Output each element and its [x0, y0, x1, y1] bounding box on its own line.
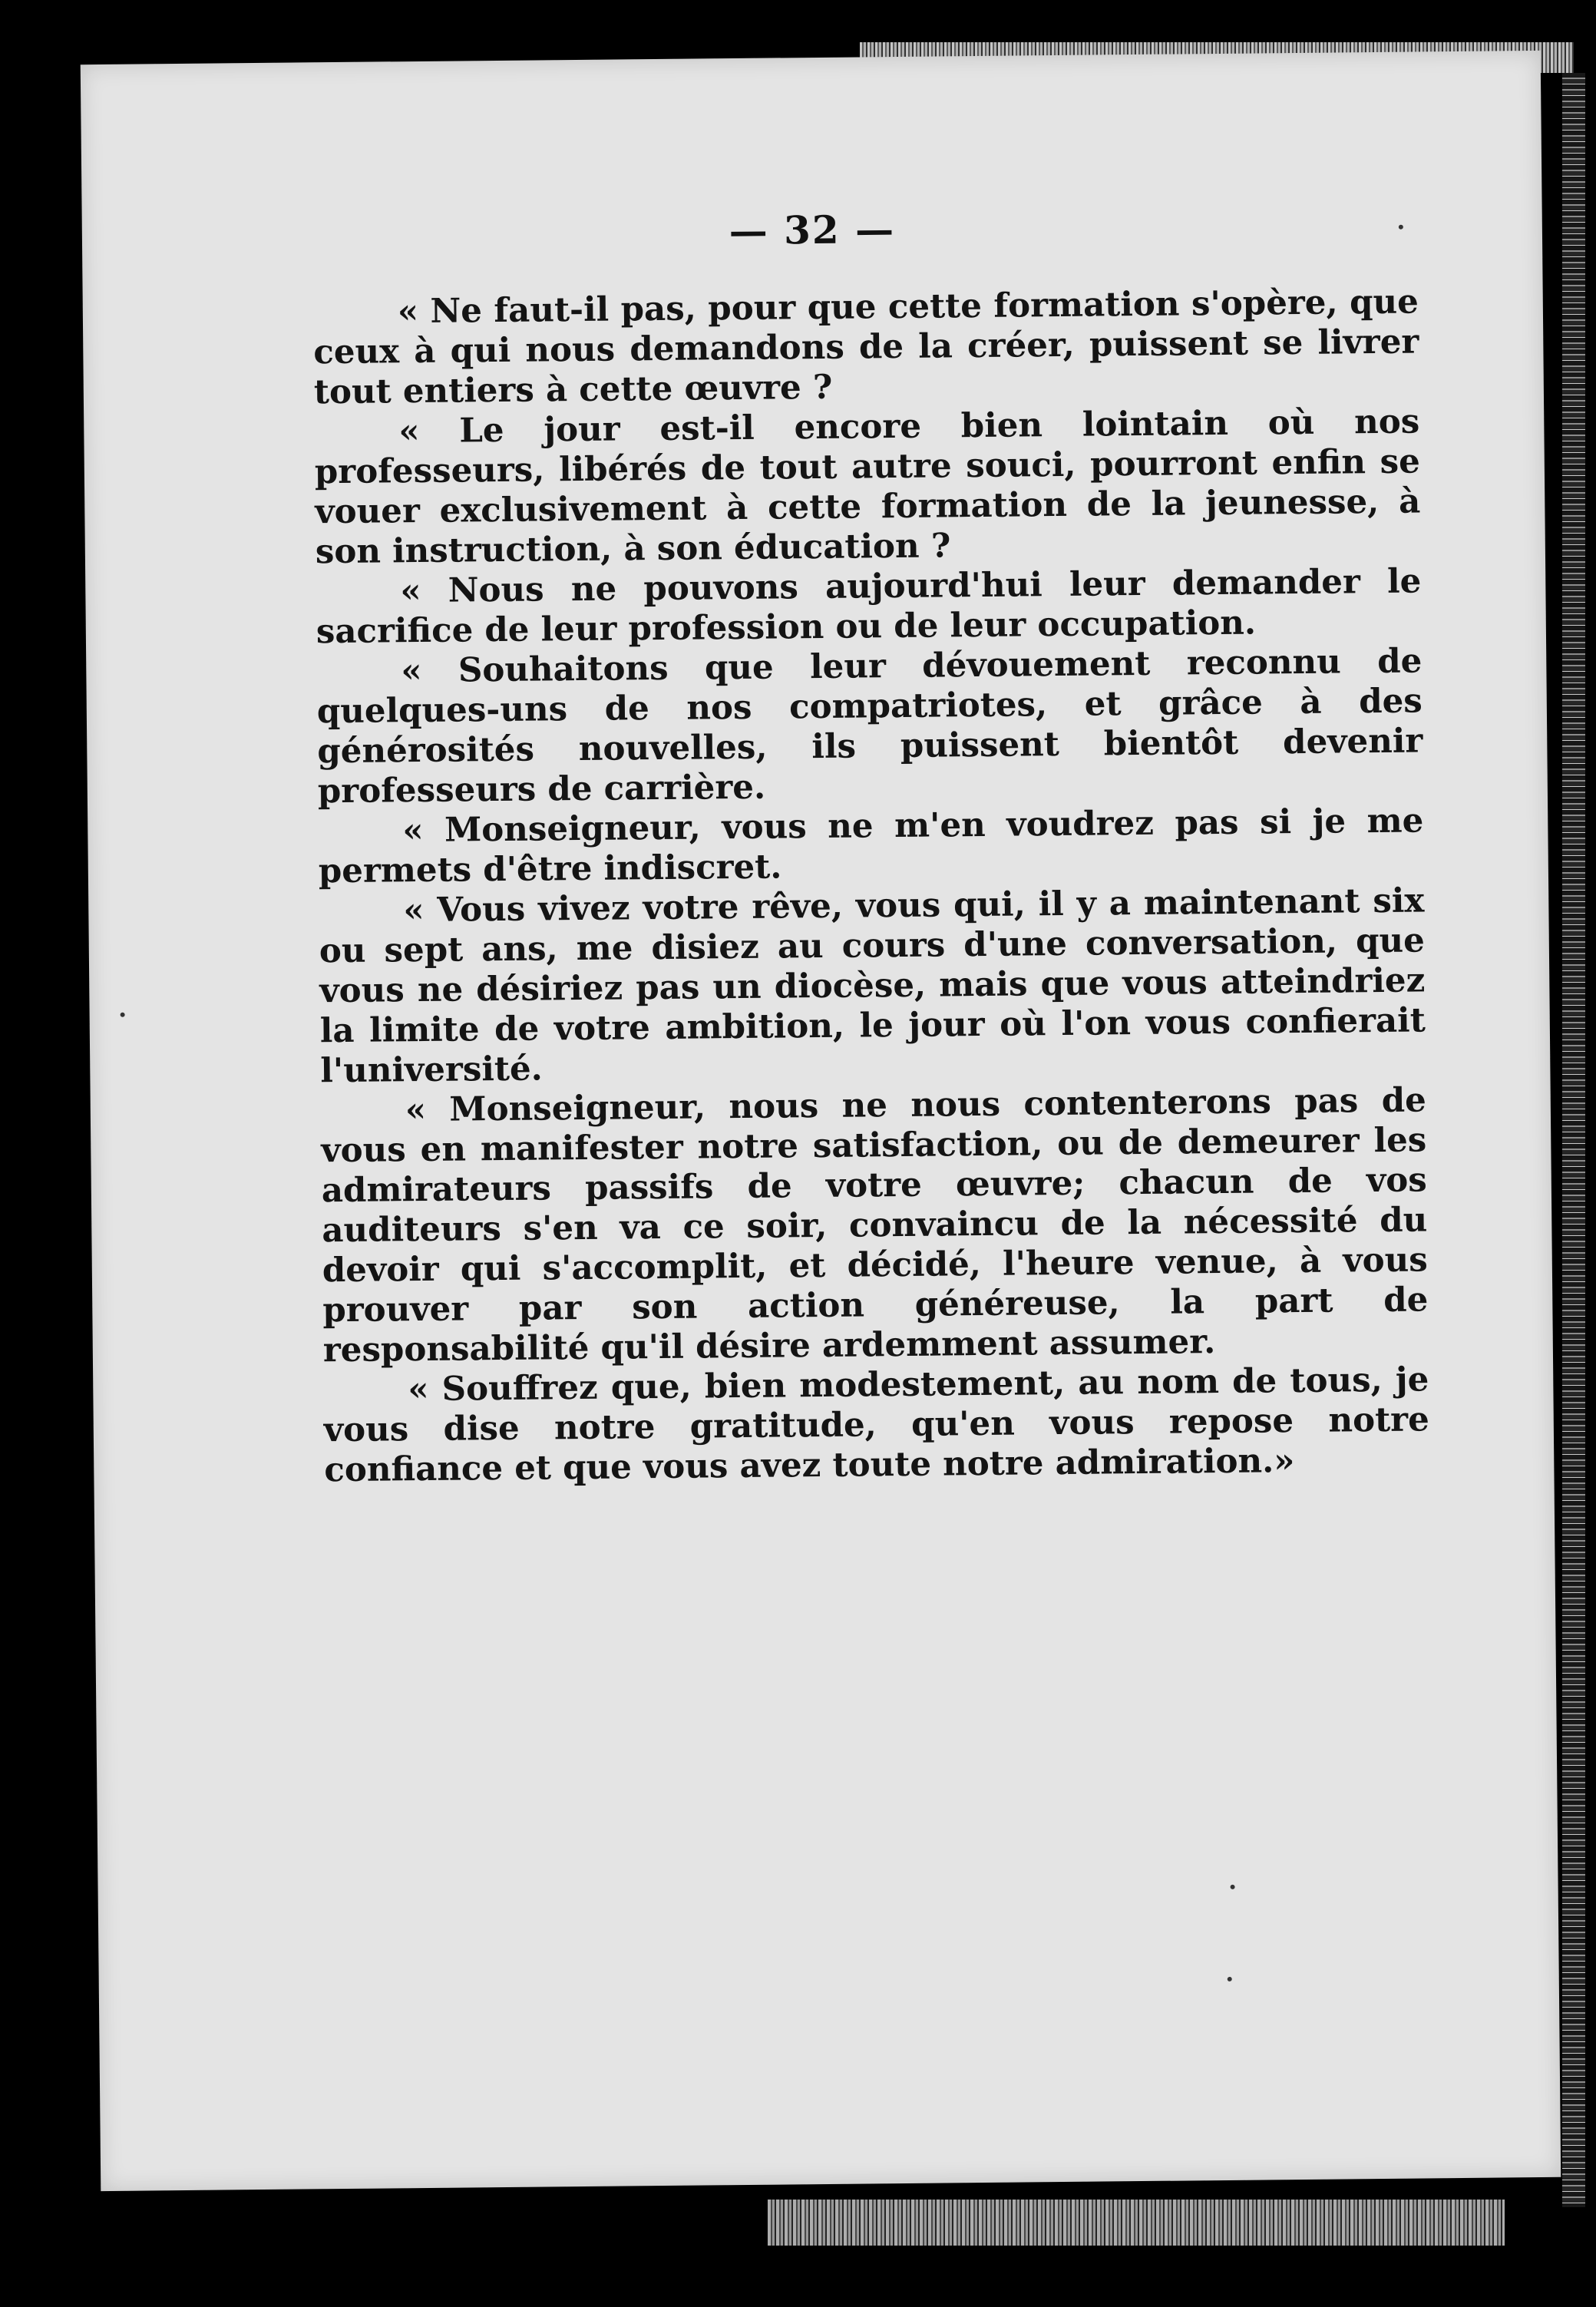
dust-speck [121, 1013, 125, 1017]
dust-speck [1231, 1885, 1235, 1889]
body-text [313, 282, 1430, 1490]
paragraph: « Ne faut-il pas, pour que cette formation s'opère, que ceux à qui nous demandons de la créer, puissent se livrer tout entiers à cette œuvre ? [313, 282, 1419, 412]
paragraph: « Le jour est-il encore bien lointain où nos professeurs, libérés de tout autre souci, pourront enfin se vouer exclusivement à cette formation de la jeunesse, à son instruction, à son éducation ? [314, 402, 1421, 572]
paragraph: « Nous ne pouvons aujourd'hui leur demander le sacrifice de leur profession ou de leur occupation. [316, 561, 1422, 652]
dust-speck [1399, 225, 1403, 230]
book-page [81, 51, 1561, 2191]
paragraph: « Monseigneur, vous ne m'en voudrez pas si je me permets d'être indiscret. [318, 801, 1424, 891]
paragraph: « Souhaitons que leur dévouement reconnu de quelques-uns de nos compatriotes, et grâce à des générosités nouvelles, ils puissent bientôt devenir professeurs de carrière. [316, 641, 1423, 811]
book-edge-right [1562, 73, 1585, 2207]
dust-speck [1228, 1977, 1232, 1981]
paragraph: « Monseigneur, nous ne nous contenterons pas de vous en manifester notre satisfaction, ou de demeurer les admirateurs passifs de votre œuvre; chacun de vos auditeurs s'en va ce soir, convaincu de la nécessité du devoir qui s'accomplit, et décidé, l'heure venue, à vous prouver par son action généreuse, la part de responsabilité qu'il désire ardemment assumer. [321, 1080, 1429, 1370]
paragraph: « Vous vivez votre rêve, vous qui, il y a maintenant six ou sept ans, me disiez au cours d'une conversation, que vous ne désiriez pas un diocèse, mais que vous atteindriez la limite de votre ambition, le jour où l'on vous confierait l'université. [319, 881, 1426, 1091]
paragraph: « Souffrez que, bien modestement, au nom de tous, je vous dise notre gratitude, qu'en vous repose notre confiance et que vous avez toute notre admiration.» [323, 1360, 1430, 1490]
page-number: — 32 — [729, 207, 896, 254]
book-edge-bottom [768, 2200, 1505, 2246]
